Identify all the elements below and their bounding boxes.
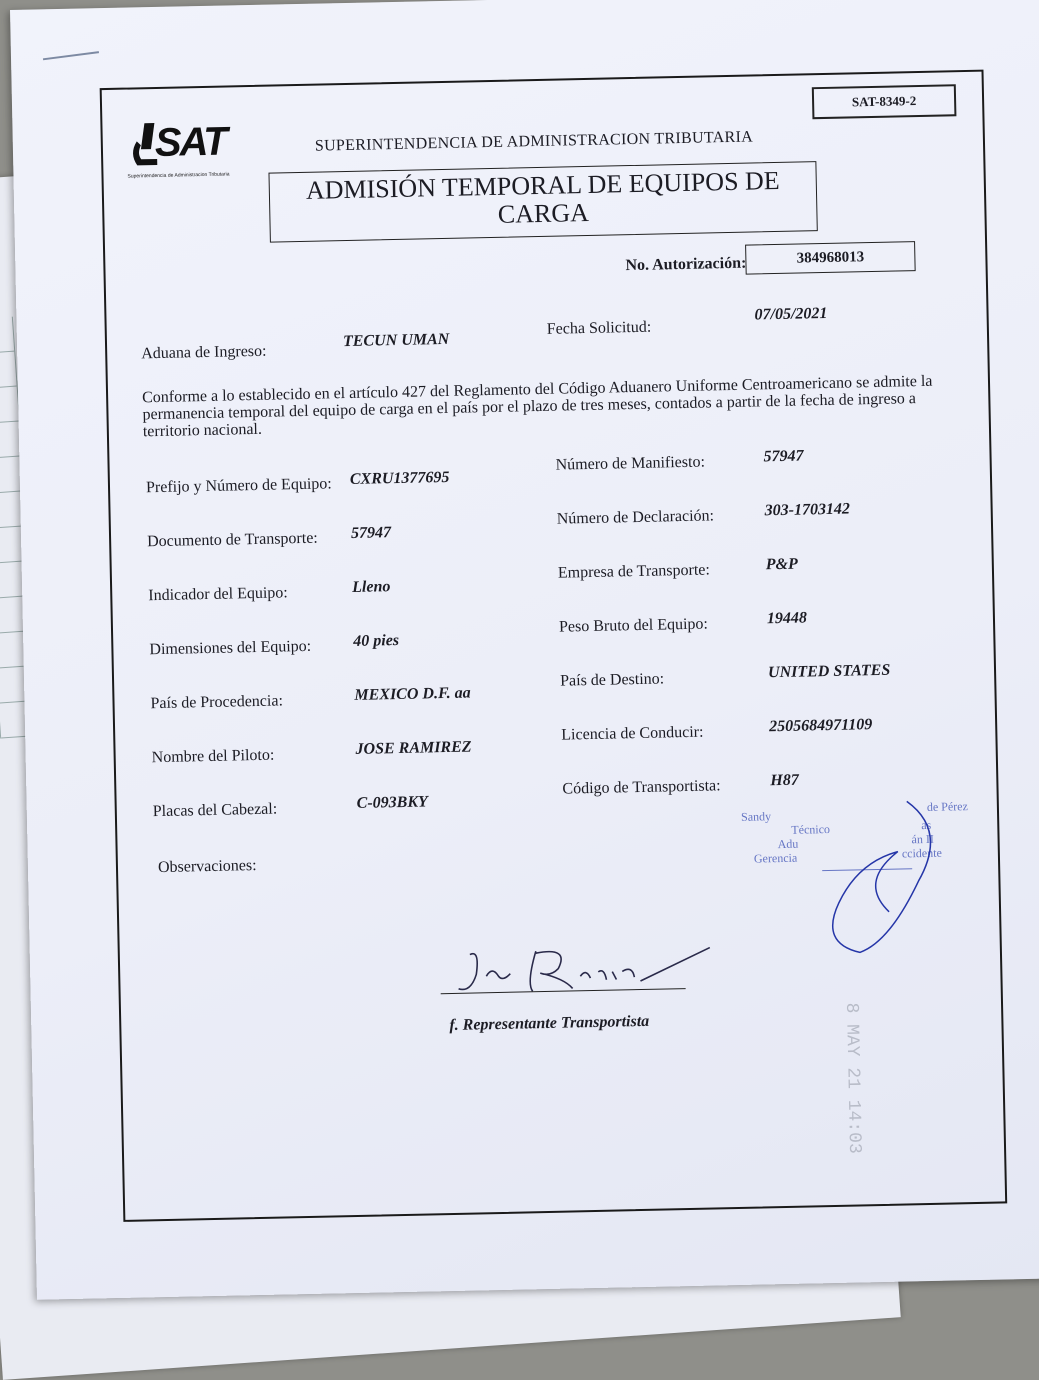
- date-label: Fecha Solicitud:: [546, 318, 652, 338]
- field-label: Prefijo y Número de Equipo:: [145, 475, 332, 497]
- field-value: CXRU1377695: [349, 468, 450, 488]
- field-value: UNITED STATES: [767, 661, 891, 682]
- field-label: Código de Transportista:: [562, 777, 721, 798]
- stamp-line1: Sandy: [740, 809, 772, 824]
- agency-name: SUPERINTENDENCIA DE ADMINISTRACION TRIBUTARIA: [314, 128, 754, 155]
- field-value: 57947: [763, 447, 804, 466]
- field-label: Número de Declaración:: [556, 507, 715, 528]
- field-value: H87: [770, 771, 799, 790]
- field-value: 19448: [766, 609, 808, 628]
- stamp-line4-end: ccidente: [901, 845, 942, 861]
- authorization-label: No. Autorización:: [625, 254, 747, 275]
- field-value: Lleno: [351, 578, 391, 596]
- logo-text: SAT: [154, 119, 227, 165]
- customs-label: Aduana de Ingreso:: [141, 342, 267, 363]
- form-title: [268, 161, 817, 242]
- stamp-line2-end: as: [921, 817, 932, 833]
- authorization-number: 384968013: [745, 241, 916, 275]
- form-title-line2: CARGA: [497, 197, 590, 229]
- field-value: JOSE RAMIREZ: [355, 738, 472, 758]
- customs-form: [100, 70, 1008, 1222]
- legal-paragraph: Conforme a lo establecido en el artículo 427 del Reglamento del Código Aduanero Uniforme Centroamericano se admite la permanencia temporal del equipo de carga en el país por el plazo de tres meses, contados a partir de la fecha de ingreso a territorio nacional.: [141, 372, 933, 441]
- observations-label: Observaciones:: [157, 857, 257, 877]
- field-label: Placas del Cabezal:: [152, 800, 278, 821]
- paper-clip-icon: [41, 46, 101, 65]
- field-label: Licencia de Conducir:: [561, 723, 704, 744]
- field-label: Número de Manifiesto:: [555, 453, 706, 474]
- sat-logo: [126, 117, 247, 185]
- customs-value: TECUN UMAN: [342, 330, 450, 351]
- date-value: 07/05/2021: [754, 304, 828, 324]
- field-value: MEXICO D.F. aa: [354, 684, 471, 704]
- field-value: 57947: [350, 524, 392, 542]
- field-value: 40 pies: [353, 631, 400, 650]
- field-label: Documento de Transporte:: [146, 529, 318, 551]
- stamp-line1-end: de Pérez: [926, 799, 969, 814]
- stamp-line3: Adu: [777, 836, 799, 852]
- form-title-line1: ADMISIÓN TEMPORAL DE EQUIPOS DE: [305, 165, 780, 205]
- field-value: 2505684971109: [768, 716, 873, 736]
- date-received-stamp: 8 MAY 21 14:03: [840, 1002, 865, 1155]
- field-value: C-093BKY: [356, 793, 428, 812]
- form-code: SAT-8349-2: [812, 84, 957, 119]
- field-label: Empresa de Transporte:: [557, 561, 711, 582]
- field-label: Nombre del Piloto:: [151, 746, 275, 767]
- stamp-line2: Técnico: [791, 822, 831, 837]
- signature-label: f. Representante Transportista: [449, 1012, 650, 1035]
- field-label: País de Destino:: [559, 670, 665, 690]
- field-value: P&P: [765, 555, 798, 574]
- signature-text: José Ramírez: [550, 1000, 557, 1002]
- handwritten-signature: [440, 939, 721, 1005]
- field-label: Dimensiones del Equipo:: [149, 637, 312, 659]
- stamp-line4: Gerencia: [753, 850, 798, 866]
- field-label: Peso Bruto del Equipo:: [558, 615, 709, 636]
- stamp-line3-end: án II: [911, 831, 935, 847]
- field-label: Indicador del Equipo:: [148, 584, 288, 605]
- field-value: 303-1703142: [764, 500, 851, 520]
- logo-subtitle: Superintendencia de Administracion Tributaria: [127, 171, 230, 180]
- stamp-signature-scribble: [797, 791, 951, 964]
- field-label: País de Procedencia:: [150, 692, 284, 713]
- document-sheet: [10, 0, 1039, 1300]
